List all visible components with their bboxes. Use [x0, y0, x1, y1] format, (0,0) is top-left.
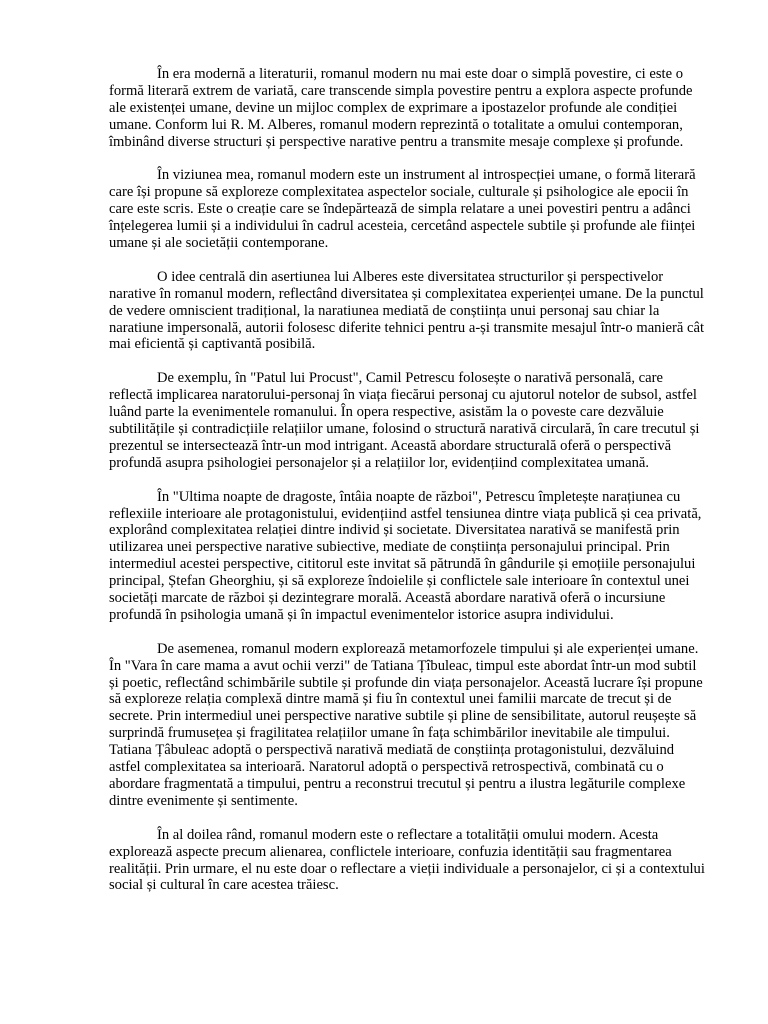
paragraph-intro: În era modernă a literaturii, romanul modern nu mai este doar o simplă povestire, ci este o formă literară extrem de variată, care transcende simpla povestire pentru a explora aspecte profunde ale existenței umane, devine un mijloc complex de exprimare a ipostazelor profunde ale condiției umane. Conform lui R. M. Alberes, romanul modern reprezintă o totalitate a omului contemporan, îmbinând diverse structuri și perspective narative pentru a transmite mesaje complexe și profunde. — [109, 66, 693, 150]
paragraph-ultima-noapte: În "Ultima noapte de dragoste, întâia noapte de război", Petrescu împletește narațiunea cu reflexiile interioare ale protagonistului, evidențiind astfel tensiunea dintre viața publică și cea privată, explorând complexitatea relației dintre individ și societate. Diversitatea narativă se manifestă prin utilizarea unei perspective narative subiective, mediate de conștiința personajului principal. Prin intermediul acestei perspective, cititorul este invitat să pătrundă în gândurile și emoțiile personajului principal, Ștefan Gheorghiu, și să exploreze îndoielile și conflictele sale interioare în contextul unei societăți marcate de război și dezintegrare morală. Această abordare narativă oferă o incursiune profundă în psihologia umană și în impactul evenimentelor istorice asupra individului. — [109, 488, 702, 623]
paragraph-vara-mama: De asemenea, romanul modern explorează metamorfozele timpului și ale experienței umane. În "Vara în care mama a avut ochii verzi" de Tatiana Țîbuleac, timpul este abordat într-un mod subtil și poetic, reflectând schimbările subtile și profunde din viața personajelor. Această lucrare își propune să exploreze relația complexă dintre mamă și fiu în contextul unei familii marcate de trecut și de secrete. Prin intermediul unei perspective narative subtile și pline de sensibilitate, autorul reușește să surprindă frumusețea și fragilitatea relațiilor umane în fața schimbărilor inevitabile ale timpului. Tatiana Țâbuleac adoptă o perspectivă narativă mediată de conștiința protagonistului, dezvăluind astfel complexitatea sa interioară. Naratorul adoptă o perspectivă retrospectivă, combinată cu o abordare fragmentată a timpului, pentru a reconstrui trecutul și pentru a ilustra legăturile complexe dintre evenimente și sentimente. — [109, 640, 703, 809]
paragraph-idee-centrala: O idee centrală din asertiunea lui Alberes este diversitatea structurilor și perspectivelor narative în romanul modern, reflectând diversitatea și complexitatea experienței umane. De la punctul de vedere omniscient tradițional, la naratiunea mediată de conștiința unui personaj sau chiar la naratiune impersonală, autorii folosesc diferite tehnici pentru a-și transmite mesajul într-o manieră cât mai eficientă și captivantă posibilă. — [109, 268, 704, 353]
paragraph-patul-lui-procust: De exemplu, în "Patul lui Procust", Camil Petrescu folosește o narativă personală, care reflectă implicarea naratorului-personaj în viața fiecărui personaj cu ajutorul notelor de subsol, astfel luând parte la evenimentele romanului. În opera respective, asistăm la o poveste care dezvăluie subtilitățile și contradicțiile relațiilor umane, folosind o structură narativă circulară, în care trecutul și prezentul se intersectează într-un mod intrigant. Această abordare structurală oferă o perspectivă profundă asupra psihologiei personajelor și a relațiilor lor, evidențiind complexitatea umană. — [109, 370, 700, 471]
document-body — [109, 66, 709, 911]
paragraph-viziune: În viziunea mea, romanul modern este un instrument al introspecției umane, o formă literară care își propune să exploreze complexitatea aspectelor sociale, culturale și psihologice ale epocii în care este scris. Este o creație care se îndepărtează de simpla relatare a unei povestiri pentru a adânci înțelegerea lumii și a individului în cadrul acesteia, cercetând aspectele subtile și profunde ale ființei umane și ale societății contemporane. — [109, 167, 696, 252]
paragraph-al-doilea-rand: În al doilea rând, romanul modern este o reflectare a totalității omului modern. Acesta explorează aspecte precum alienarea, conflictele interioare, confuzia identității sau fragmentarea realității. Prin urmare, el nu este doar o reflectare a vieții individuale a personajelor, ci și a contextului social și cultural în care acestea trăiesc. — [109, 826, 705, 894]
